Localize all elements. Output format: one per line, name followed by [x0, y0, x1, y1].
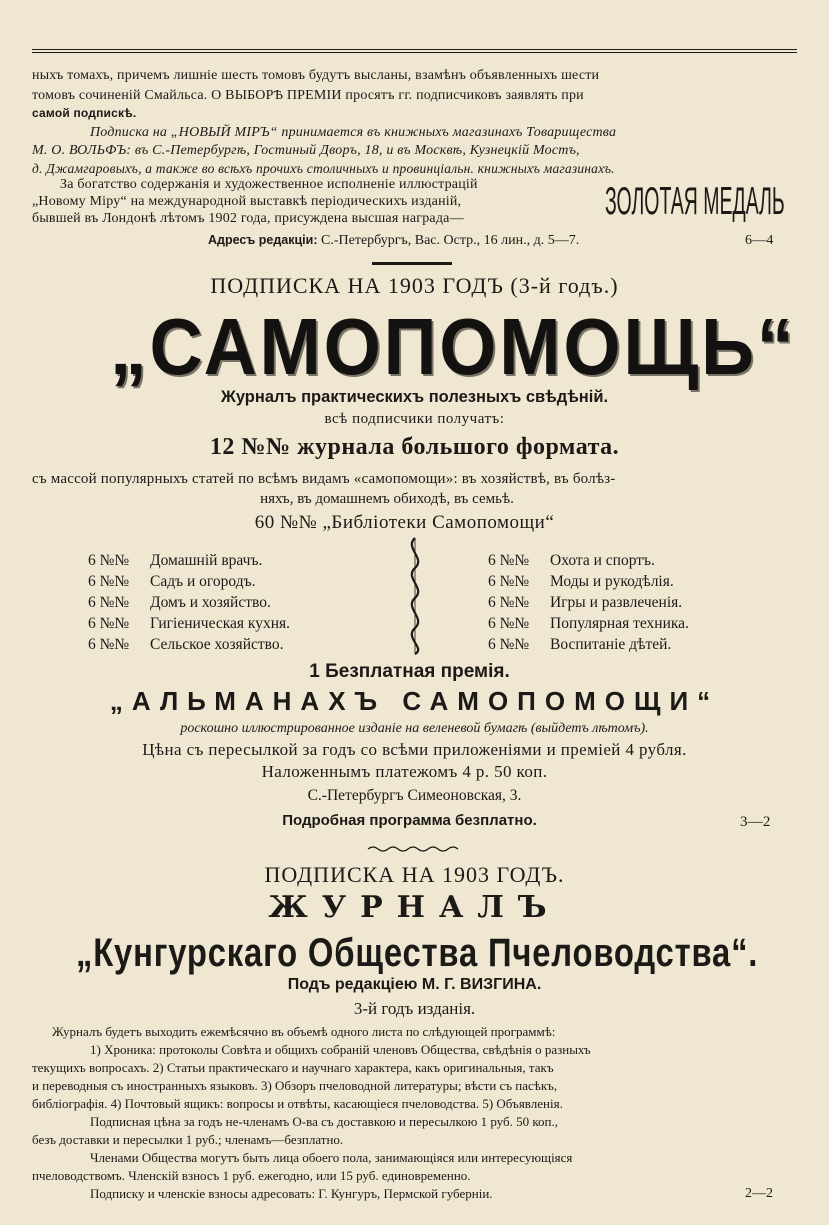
kungur-body-1: Журналъ будетъ выходить ежемѣсячно въ объемѣ одного листа по слѣдующей программѣ:: [52, 1024, 556, 1039]
editorial-address: [208, 233, 797, 249]
samopomoshch-subtitle: Журналъ практическихъ полезныхъ свѣдѣній.: [220, 388, 609, 406]
list-item: 6 №№ Садъ и огородъ.: [88, 573, 256, 590]
novy-mir-line-2: томовъ сочиненій Смайльса. О ВЫБОРѢ ПРЕМІИ просятъ гг. подписчиковъ заявлять при: [32, 88, 584, 103]
program-line: Подробная программа безплатно.: [282, 812, 537, 829]
kungur-journal: ЖУРНАЛЪ: [268, 890, 561, 925]
samopomoshch-address: С.-Петербургъ Симеоновская, 3.: [307, 787, 522, 804]
library-line: 60 №№ „Библіотеки Самопомощи“: [254, 512, 555, 533]
issues-line: 12 №№ журнала большого формата.: [209, 434, 620, 460]
kungur-subscription: ПОДПИСКА НА 1903 ГОДЪ.: [264, 862, 565, 887]
address-code: 6—4: [745, 233, 774, 248]
kungur-title: „Кунгурскаго Общества Пчеловодства“.: [76, 931, 759, 975]
all-receive: всѣ подписчики получатъ:: [324, 411, 505, 427]
list-item: 6 №№ Воспитаніе дѣтей.: [488, 636, 672, 653]
header-rule-2: [32, 52, 797, 53]
price-line: Цѣна съ пересылкой за годъ со всѣми приложеніями и преміей 4 рубля.: [142, 740, 687, 759]
kungur-code: 2—2: [745, 1186, 773, 1201]
wavy-divider-icon: [368, 845, 460, 853]
kungur-body-3: текущихъ вопросахъ. 2) Статьи практическаго и научнаго характера, какъ оригинальныя, такъ: [32, 1060, 554, 1075]
novy-mir-line-3: самой подпискѣ.: [32, 106, 137, 120]
kungur-year: 3-й годъ изданія.: [353, 999, 476, 1018]
almanac-desc: роскошно иллюстрированное изданіе на веленевой бумагѣ (выйдетъ лѣтомъ).: [180, 721, 649, 736]
samopomoshch-title: „САМОПОМОЩЬ“: [110, 302, 797, 391]
award-line-1: За богатство содержанія и художественное исполненіе иллюстрацій: [60, 177, 478, 192]
header-rule: [32, 49, 797, 50]
list-item: 6 №№ Популярная техника.: [488, 615, 689, 632]
samopomoshch-subscription: ПОДПИСКА НА 1903 ГОДЪ (3-й годъ.): [210, 273, 619, 298]
library-list-left: [88, 550, 290, 655]
kungur-body-9: пчеловодствомъ. Членскій взносъ 1 руб. ежегодно, или 15 руб. единовременно.: [32, 1168, 471, 1183]
kungur-body-10: Подписку и членскіе взносы адресовать: Г. Кунгуръ, Пермской губерніи.: [90, 1186, 493, 1201]
list-item: 6 №№ Гигіеническая кухня.: [88, 615, 291, 632]
cod-line: Наложеннымъ платежомъ 4 р. 50 коп.: [261, 762, 548, 781]
novy-mir-line-5: М. О. ВОЛЬФЪ: въ С.-Петербургѣ, Гостиный Дворъ, 18, и въ Москвѣ, Кузнецкій Мостъ,: [32, 143, 580, 158]
list-item: 6 №№ Моды и рукодѣлія.: [488, 573, 674, 590]
kungur-body-6: Подписная цѣна за годъ не-членамъ О-ва съ доставкою и пересылкою 1 руб. 50 коп.,: [90, 1114, 558, 1129]
kungur-body-2: 1) Хроника: протоколы Совѣта и общихъ собраній членовъ Общества, свѣдѣнія о разныхъ: [90, 1042, 591, 1057]
kungur-title-box: [76, 926, 776, 980]
award-line-2: „Новому Міру“ на международной выставкѣ періодическихъ изданій,: [32, 194, 462, 209]
library-list-right: [488, 550, 689, 655]
free-premium: 1 Безплатная премія.: [309, 661, 510, 682]
list-item: 6 №№ Домъ и хозяйство.: [88, 594, 271, 611]
desc-line-1: съ массой популярныхъ статей по всѣмъ видамъ «самопомощи»: въ хозяйствѣ, въ болѣз-: [32, 471, 616, 487]
samopomoshch-title-box: [110, 302, 797, 392]
samopomoshch-code: 3—2: [740, 814, 771, 830]
kungur-body-5: библіографія. 4) Почтовый ящикъ: вопросы и отвѣты, касающіеся пчеловодства. 5) Объявленія.: [32, 1096, 563, 1111]
list-item: 6 №№ Домашній врачъ.: [88, 552, 263, 569]
desc-line-2: няхъ, въ домашнемъ обиходѣ, въ семьѣ.: [260, 491, 514, 507]
gold-medal: ЗОЛОТАЯ МЕДАЛЬ: [605, 180, 785, 223]
gold-medal-box: [605, 180, 805, 224]
kungur-body-8: Членами Общества могутъ быть лица обоего пола, занимающіяся или интересующіяся: [90, 1150, 573, 1165]
ornament-divider-icon: [400, 536, 430, 656]
novy-mir-line-1: ныхъ томахъ, причемъ лишніе шесть томовъ будутъ высланы, взамѣнъ объявленныхъ шести: [32, 68, 600, 83]
section-divider: [372, 262, 452, 265]
almanac-title: „АЛЬМАНАХЪ САМОПОМОЩИ“: [109, 686, 720, 716]
address-text: С.-Петербургъ, Вас. Остр., 16 лин., д. 5—7.: [321, 233, 580, 248]
kungur-editor: Подъ редакціею М. Г. ВИЗГИНА.: [287, 976, 542, 993]
novy-mir-subscription: Подписка на „НОВЫЙ МІРЪ“ принимается въ книжныхъ магазинахъ Товарищества: [90, 125, 617, 140]
award-line-3: бывшей въ Лондонѣ лѣтомъ 1902 года, присуждена высшая награда—: [32, 211, 464, 226]
list-item: 6 №№ Сельское хозяйство.: [88, 636, 284, 653]
kungur-body-7: безъ доставки и пересылки 1 руб.; членамъ—безплатно.: [32, 1132, 344, 1147]
kungur-body-4: и переводныя съ иностранныхъ языковъ. 3) Обзоръ пчеловодной литературы; вѣсти съ пасѣкъ,: [32, 1078, 558, 1093]
novy-mir-line-6: д. Джамгаровыхъ, а также во всѣхъ прочихъ столичныхъ и провинціальн. книжныхъ магазинахъ.: [32, 161, 615, 176]
list-item: 6 №№ Игры и развлеченія.: [488, 594, 683, 611]
address-label: Адресъ редакціи:: [208, 233, 318, 247]
list-item: 6 №№ Охота и спортъ.: [488, 552, 655, 569]
